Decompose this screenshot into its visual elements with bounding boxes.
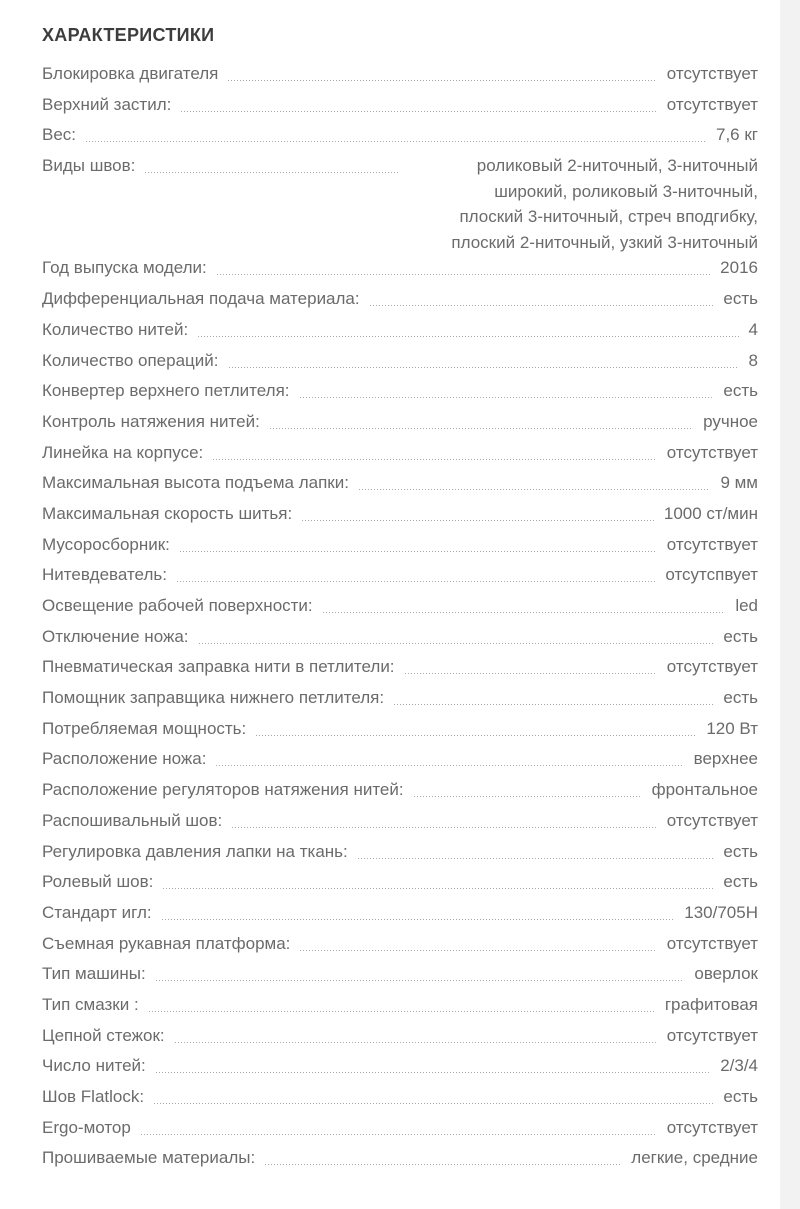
- dotted-leader: [162, 900, 675, 926]
- dotted-leader: [323, 593, 726, 619]
- spec-label: Прошиваемые материалы:: [42, 1148, 256, 1168]
- dotted-leader: [359, 470, 711, 496]
- spec-row: [42, 378, 758, 409]
- spec-label: Контроль натяжения нитей:: [42, 411, 260, 431]
- spec-row: [42, 286, 758, 317]
- spec-label: Шов Flatlock:: [42, 1087, 145, 1106]
- spec-row: [42, 92, 758, 123]
- dotted-leader: [141, 1115, 657, 1141]
- spec-label: Ergo-мотор: [42, 1117, 131, 1137]
- dotted-leader: [145, 153, 398, 179]
- spec-label: Цепной стежок:: [42, 1025, 165, 1045]
- dotted-leader: [156, 1053, 710, 1079]
- spec-value: верхнее: [693, 749, 758, 769]
- spec-label: Тип машины:: [42, 964, 146, 984]
- spec-label: Виды швов:: [42, 156, 136, 176]
- dotted-leader: [270, 409, 693, 435]
- spec-label: Расположение регуляторов натяжения нитей:: [42, 780, 404, 800]
- spec-label: Расположение ножа:: [42, 749, 207, 769]
- spec-row: [42, 746, 758, 777]
- spec-label: Линейка на корпусе:: [42, 442, 204, 462]
- spec-row: [42, 255, 758, 286]
- spec-label: Вес:: [42, 125, 77, 145]
- spec-label: Освещение рабочей поверхности:: [42, 596, 313, 615]
- spec-row: [42, 409, 758, 440]
- spec-row: [42, 624, 758, 655]
- spec-label: Потребляемая мощность:: [42, 718, 247, 738]
- spec-value: 1000 ст/мин: [663, 503, 758, 523]
- spec-label: Максимальная скорость шитья:: [42, 503, 293, 523]
- dotted-leader: [198, 317, 738, 343]
- spec-value: led: [735, 596, 758, 615]
- spec-value: есть: [723, 688, 758, 708]
- spec-value: есть: [723, 289, 758, 309]
- spec-label: Регулировка давления лапки на ткань:: [42, 841, 348, 861]
- spec-row: [42, 1023, 758, 1054]
- spec-row: [42, 61, 758, 92]
- spec-row: [42, 317, 758, 348]
- spec-value: есть: [723, 841, 758, 861]
- spec-row: [42, 777, 758, 808]
- dotted-leader: [199, 624, 714, 650]
- spec-value: есть: [723, 872, 758, 892]
- spec-value: фронтальное: [651, 780, 758, 800]
- spec-value-line: плоский 2-ниточный, узкий 3-ниточный: [451, 232, 758, 252]
- spec-value: ручное: [703, 411, 758, 431]
- dotted-leader: [86, 122, 706, 148]
- spec-row: [42, 839, 758, 870]
- dotted-leader: [181, 92, 656, 118]
- spec-row: [42, 348, 758, 379]
- spec-label: Ролевый шов:: [42, 872, 154, 892]
- spec-label: Отключение ножа:: [42, 626, 189, 646]
- dotted-leader: [232, 808, 657, 834]
- spec-value: легкие, средние: [631, 1148, 758, 1168]
- spec-value: есть: [723, 626, 758, 646]
- spec-row: [42, 1145, 758, 1176]
- spec-row: [42, 869, 758, 900]
- spec-row: [42, 593, 758, 624]
- dotted-leader: [265, 1145, 621, 1171]
- spec-row: [42, 961, 758, 992]
- spec-label: Количество операций:: [42, 350, 219, 370]
- spec-row: [42, 532, 758, 563]
- dotted-leader: [300, 378, 714, 404]
- dotted-leader: [370, 286, 714, 312]
- spec-value: графитовая: [664, 994, 758, 1014]
- dotted-leader: [256, 716, 696, 742]
- spec-row: [42, 685, 758, 716]
- spec-label: Максимальная высота подъема лапки:: [42, 473, 349, 493]
- dotted-leader: [216, 746, 683, 772]
- spec-value-line: широкий, роликовый 3-ниточный,: [494, 181, 758, 201]
- spec-label: Съемная рукавная платформа:: [42, 933, 291, 953]
- spec-row: [42, 992, 758, 1023]
- spec-value: отсутствует: [666, 810, 758, 830]
- dotted-leader: [228, 61, 656, 87]
- spec-label: Стандарт игл:: [42, 902, 152, 922]
- spec-label: Конвертер верхнего петлителя:: [42, 381, 290, 401]
- spec-value: 2/3/4: [720, 1056, 758, 1076]
- spec-value: отсутствует: [666, 94, 758, 114]
- dotted-leader: [180, 532, 657, 558]
- spec-row: [42, 440, 758, 471]
- spec-row: [42, 501, 758, 532]
- dotted-leader: [149, 992, 655, 1018]
- dotted-leader: [154, 1084, 713, 1110]
- spec-value: есть: [723, 381, 758, 401]
- spec-label: Помощник заправщика нижнего петлителя:: [42, 688, 385, 708]
- spec-row: [42, 931, 758, 962]
- section-title: ХАРАКТЕРИСТИКИ: [42, 25, 215, 45]
- spec-row: [42, 1115, 758, 1146]
- dotted-leader: [394, 685, 713, 711]
- spec-value: 130/705Н: [684, 902, 758, 922]
- dotted-leader: [302, 501, 654, 527]
- spec-label: Дифференциальная подача материала:: [42, 289, 360, 309]
- spec-label: Пневматическая заправка нити в петлители:: [42, 657, 395, 677]
- spec-value: отсутспвует: [665, 565, 758, 585]
- dotted-leader: [156, 961, 685, 987]
- spec-value: отсутствует: [666, 64, 758, 83]
- spec-label: Распошивальный шов:: [42, 810, 223, 830]
- dotted-leader: [405, 654, 657, 680]
- spec-value: [408, 153, 758, 255]
- spec-value-line: плоский 3-ниточный, стреч вподгибку,: [459, 207, 758, 227]
- spec-value: отсутствует: [666, 657, 758, 677]
- spec-value-line: роликовый 2-ниточный, 3-ниточный: [476, 156, 758, 176]
- dotted-leader: [414, 777, 642, 803]
- spec-value: отсутствует: [666, 442, 758, 462]
- spec-value: 7,6 кг: [716, 125, 758, 145]
- spec-value: отсутствует: [666, 534, 758, 554]
- spec-label: Количество нитей:: [42, 319, 189, 339]
- spec-value: оверлок: [694, 964, 758, 984]
- dotted-leader: [217, 255, 710, 281]
- dotted-leader: [163, 869, 713, 895]
- spec-value: 9 мм: [720, 473, 758, 493]
- spec-value: 4: [748, 319, 758, 339]
- spec-row: [42, 470, 758, 501]
- spec-label: Число нитей:: [42, 1056, 146, 1076]
- spec-row: [42, 122, 758, 153]
- dotted-leader: [300, 931, 656, 957]
- spec-value: отсутствует: [666, 1117, 758, 1137]
- dotted-leader: [229, 348, 739, 374]
- spec-row: [42, 654, 758, 685]
- spec-label: Мусоросборник:: [42, 534, 170, 554]
- spec-row: [42, 1053, 758, 1084]
- dotted-leader: [213, 440, 657, 466]
- spec-value: 120 Вт: [706, 718, 758, 738]
- dotted-leader: [175, 1023, 657, 1049]
- spec-label: Верхний застил:: [42, 94, 172, 114]
- spec-label: Тип смазки :: [42, 994, 139, 1014]
- spec-row: [42, 900, 758, 931]
- spec-label: Год выпуска модели:: [42, 258, 207, 278]
- spec-value: есть: [723, 1087, 758, 1106]
- dotted-leader: [177, 562, 655, 588]
- spec-label: Нитевдеватель:: [42, 565, 167, 585]
- spec-value: 8: [748, 350, 758, 370]
- spec-value: 2016: [720, 258, 758, 278]
- dotted-leader: [358, 839, 714, 865]
- spec-row: [42, 1084, 758, 1115]
- spec-row: [42, 562, 758, 593]
- spec-row: [42, 153, 758, 255]
- specifications-list: [42, 61, 758, 1176]
- spec-label: Блокировка двигателя: [42, 64, 219, 83]
- spec-value: отсутствует: [666, 1025, 758, 1045]
- spec-row: [42, 716, 758, 747]
- spec-row: [42, 808, 758, 839]
- spec-value: отсутствует: [666, 933, 758, 953]
